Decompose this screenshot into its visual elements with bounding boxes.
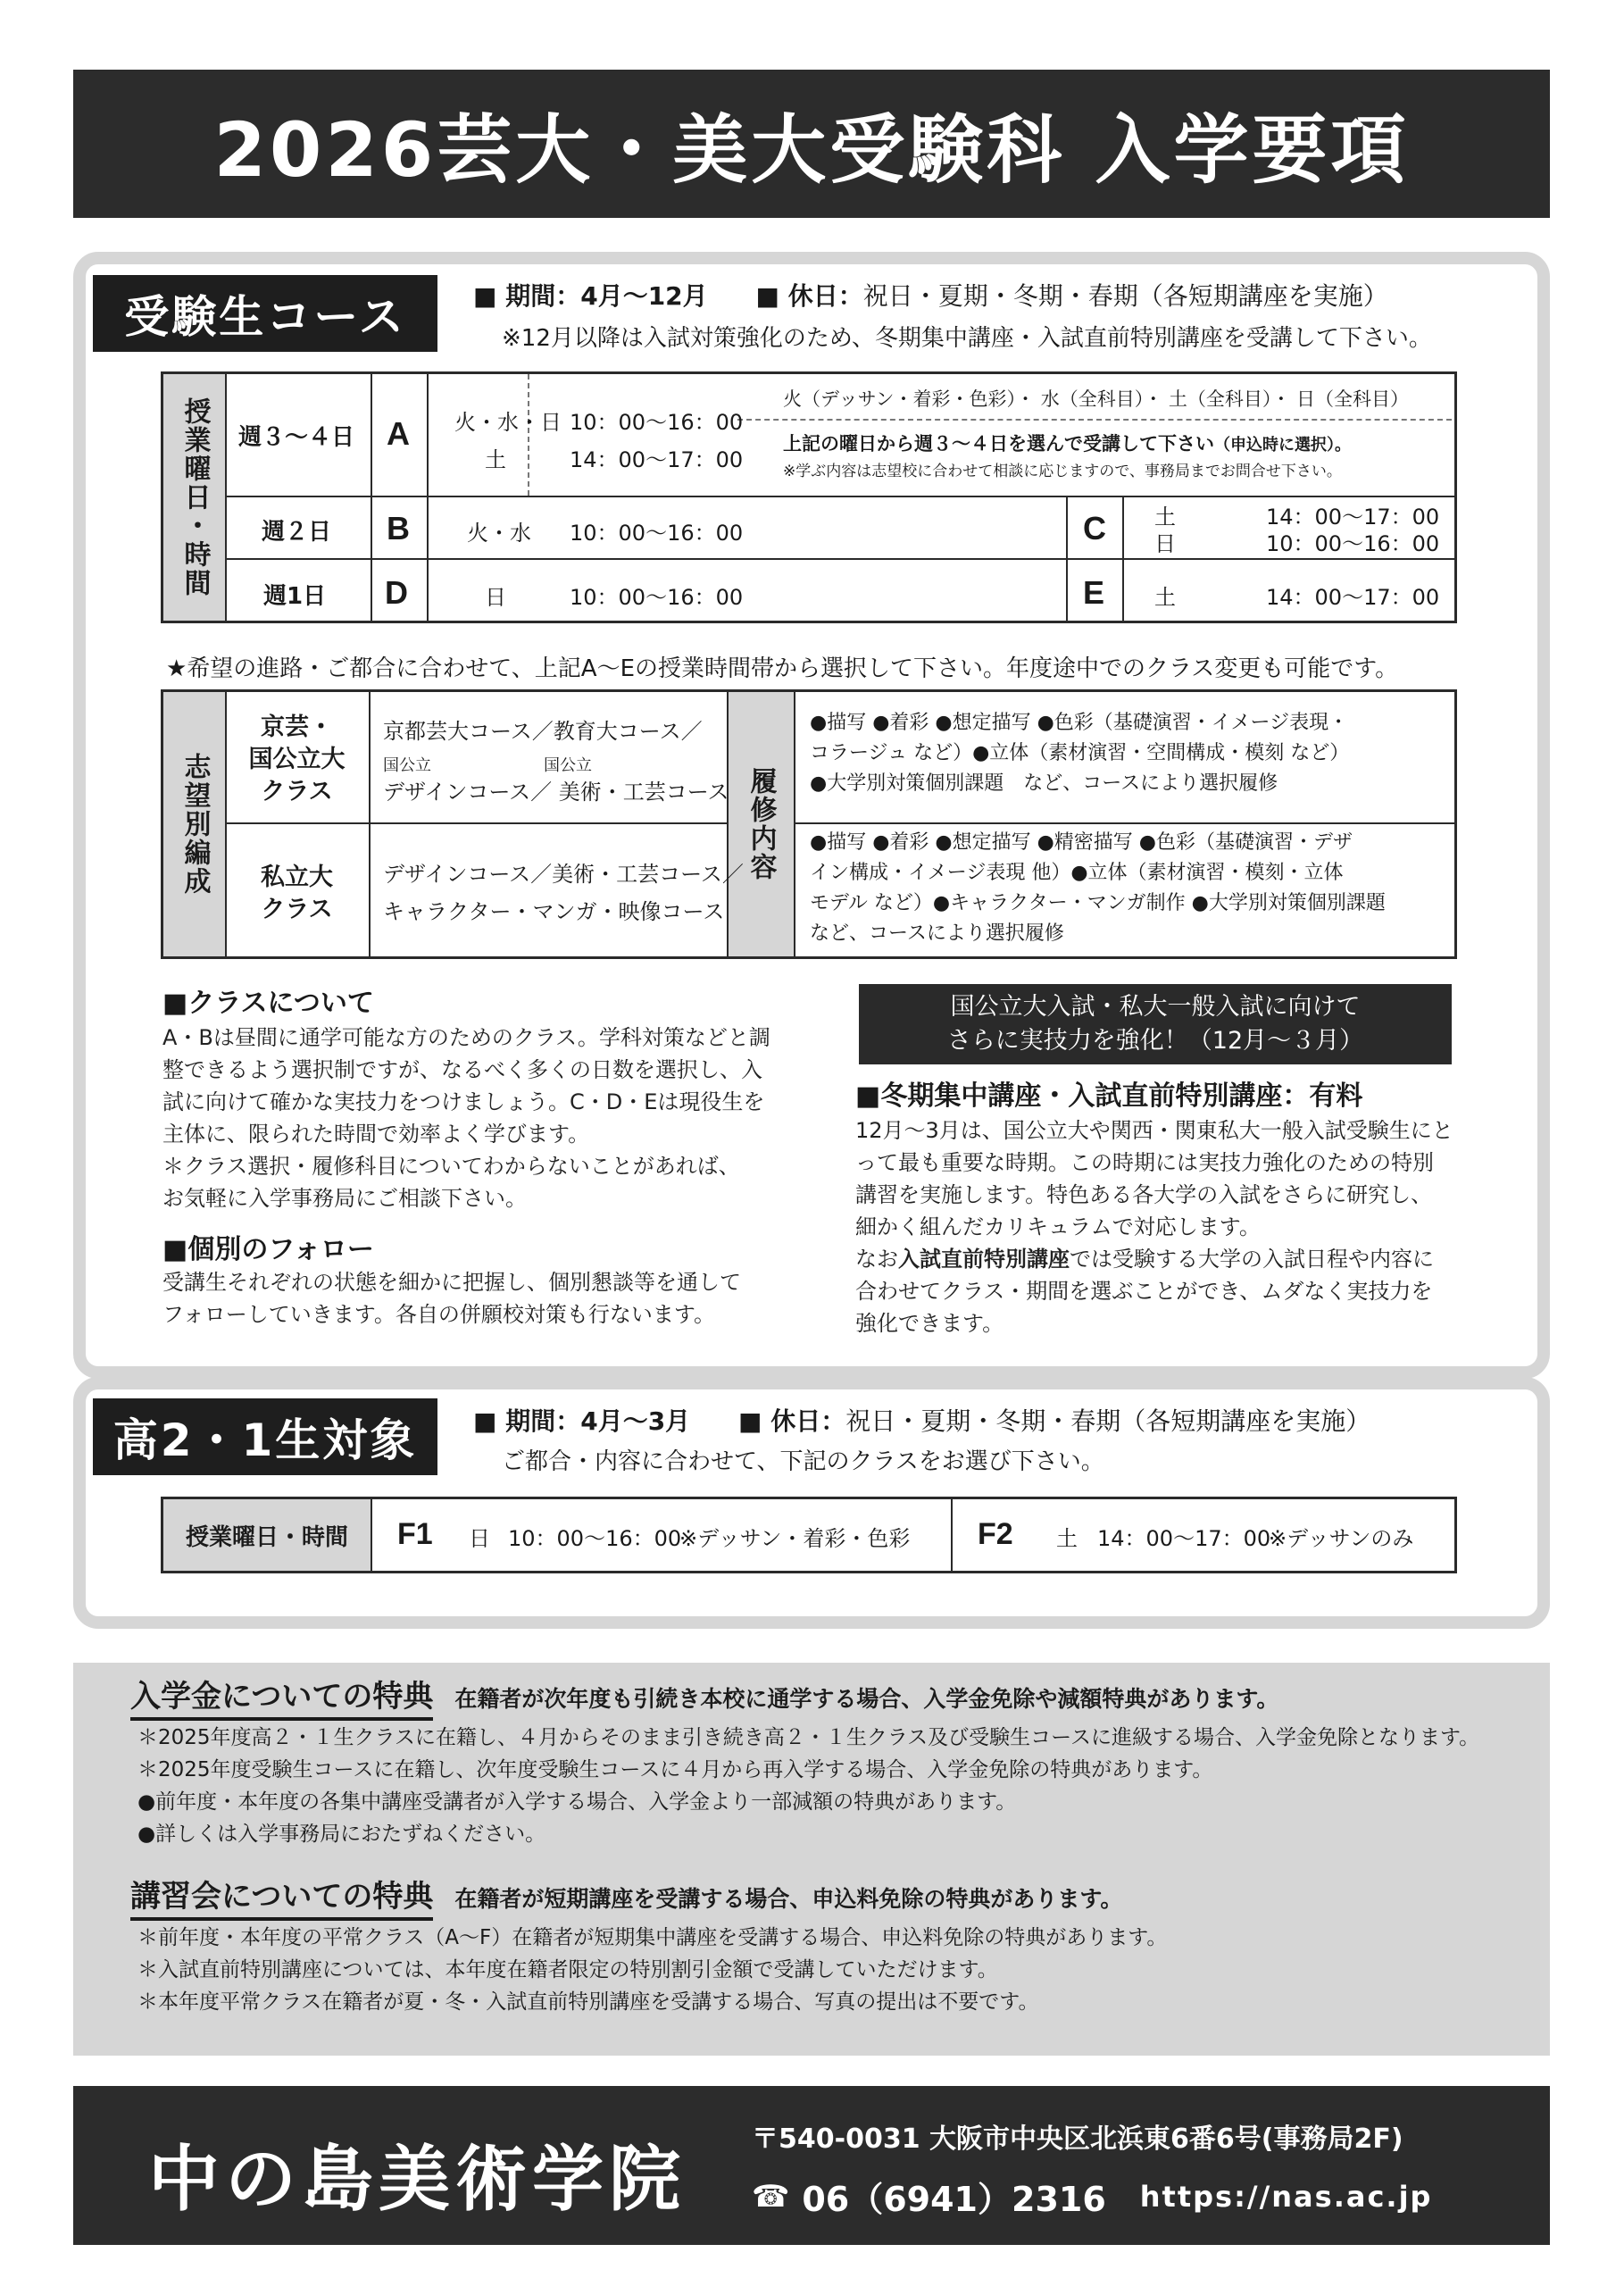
row-c-letter: C xyxy=(1083,510,1106,546)
exam-period: ■ 期間：4月〜12月 ■ 休日：祝日・夏期・冬期・春期（各短期講座を実施） xyxy=(473,281,1388,311)
list-item: ＊2025年度高２・１生クラスに在籍し、４月からそのまま引き続き高２・１生クラス及び受験生コースに進級する場合、入学金免除となります。 xyxy=(137,1726,1480,1749)
title-banner xyxy=(73,70,1550,218)
row-a-freq: 週３〜４日 xyxy=(238,424,355,451)
kyogei-course-small2: 国公立 xyxy=(544,756,592,775)
list-item: ●前年度・本年度の各集中講座受講者が入学する場合、入学金より一部減額の特典があります。 xyxy=(137,1790,1017,1814)
row-c-time2: 10：00〜16：00 xyxy=(1266,531,1440,556)
schedule-side-label: 授業曜日・時間 xyxy=(163,374,225,621)
junior-note: ご都合・内容に合わせて、下記のクラスをお選び下さい。 xyxy=(502,1448,1104,1475)
row-b-letter: B xyxy=(387,510,410,546)
list-item: ＊前年度・本年度の平常クラス（A〜F）在籍者が短期集中講座を受講する場合、申込料免除の特典があります。 xyxy=(137,1926,1168,1949)
f2-letter: F2 xyxy=(978,1517,1013,1551)
class-side-label: 志望別編成 xyxy=(163,692,225,956)
winter-text: 12月〜3月は、国公立大や関西・関東私大一般入試受験生にと って最も重要な時期。この時期には実技力強化のための特別 講習を実施します。特色ある各大学の入試をさらに研究し、 細かく組んだカリキュラムで対応します。 なお入試直前特別講座では受験する大学の入試日程や内容に 合わせてクラス・期間を選ぶことができ、ムダなく実技力を 強化できます。 xyxy=(855,1118,1453,1336)
row-d-freq: 週1日 xyxy=(263,583,327,610)
row-e-time: 14：00〜17：00 xyxy=(1266,585,1440,610)
f2-day: 土 xyxy=(1056,1526,1078,1551)
row-a-time2: 14：00〜17：00 xyxy=(570,447,744,472)
kyogei-class-name: 京芸・ 国公立大 クラス xyxy=(248,713,346,805)
f2-note: ※デッサンのみ xyxy=(1269,1526,1414,1551)
row-a-letter: A xyxy=(387,415,410,452)
list-item: ＊入試直前特別講座については、本年度在籍者限定の特別割引金額で受講していただけます。 xyxy=(137,1958,998,1981)
class-about-text: A・Bは昼間に通学可能な方のためのクラス。学科対策などと調 整できるよう選択制ですが、なるべく多くの日数を選択し、入 試に向けて確かな実技力をつけましょう。C・D・Eは現役生を 主体に、限られた時間で効率よく学びます。 ＊クラス選択・履修科目についてわからないことがあれば、 お気軽に入学事務局にご相談下さい。 xyxy=(162,1025,770,1211)
f2-time: 14：00〜17：00 xyxy=(1097,1526,1271,1551)
exam-note: ※12月以降は入試対策強化のため、冬期集中講座・入試直前特別講座を受講して下さい。 xyxy=(502,325,1432,352)
exam-course-tag: 受験生コース xyxy=(93,275,437,352)
row-d-days: 日 xyxy=(485,585,506,610)
junior-course-tag: 高2・1生対象 xyxy=(93,1398,437,1475)
junior-row-label: 授業曜日・時間 xyxy=(163,1499,371,1571)
row-b-time: 10：00〜16：00 xyxy=(570,521,744,546)
row-a-info2: 上記の曜日から週３〜４日を選んで受講して下さい（申込時に選択）。 xyxy=(783,433,1351,455)
list-item: ＊本年度平常クラス在籍者が夏・冬・入試直前特別講座を受講する場合、写真の提出は不要です。 xyxy=(137,1990,1039,2014)
row-b-days: 火・水 xyxy=(467,521,531,546)
f1-letter: F1 xyxy=(397,1517,433,1551)
row-a-info1: 火（デッサン・着彩・色彩）・ 水（全科目）・ 土（全科目）・ 日（全科目） xyxy=(783,388,1410,410)
kyogei-course-line1: 京都芸大コース／教育大コース／ xyxy=(383,719,703,744)
row-b-freq: 週２日 xyxy=(262,519,332,546)
shiritsu-class-name: 私立大 クラス xyxy=(261,864,333,923)
admission-benefit-summary: 在籍者が次年度も引続き本校に通学する場合、入学金免除や減額特典があります。 xyxy=(454,1686,1279,1712)
row-e-days: 土 xyxy=(1154,585,1176,610)
f1-day: 日 xyxy=(469,1526,490,1551)
school-address: 〒540-0031 大阪市中央区北浜東6番6号(事務局2F) xyxy=(752,2123,1403,2155)
list-item: ●詳しくは入学事務局におたずねください。 xyxy=(137,1823,546,1846)
row-d-time: 10：00〜16：00 xyxy=(570,585,744,610)
shiritsu-course-line2: キャラクター・マンガ・映像コース xyxy=(383,899,725,924)
junior-period: ■ 期間：4月〜3月 ■ 休日：祝日・夏期・冬期・春期（各短期講座を実施） xyxy=(473,1406,1371,1436)
school-name: 中の島美術学院 xyxy=(148,2138,686,2221)
row-a-time1: 10：00〜16：00 xyxy=(570,410,744,435)
admission-benefit-heading: 入学金についての特典 xyxy=(130,1672,433,1721)
follow-text: 受講生それぞれの状態を細かに把握し、個別懇談等を通して フォローしていきます。各自の併願校対策も行ないます。 xyxy=(162,1270,741,1327)
row-a-days1: 火・水・日 xyxy=(454,410,562,435)
phone-number: 06（6941）2316 xyxy=(802,2180,1106,2219)
admission-benefit-list xyxy=(137,1722,1479,1850)
winter-banner: 国公立大入試・私大一般入試に向けて さらに実技力を強化！（12月〜３月） xyxy=(859,984,1452,1064)
row-a-days2: 土 xyxy=(485,447,506,472)
seminar-benefit-summary: 在籍者が短期講座を受講する場合、申込料免除の特典があります。 xyxy=(454,1886,1123,1912)
list-item: ＊2025年度受験生コースに在籍し、次年度受験生コースに４月から再入学する場合、入学金免除の特典があります。 xyxy=(137,1758,1213,1781)
kyogei-course-line2: デザインコース／ 美術・工芸コース xyxy=(383,780,729,805)
shiritsu-course-line1: デザインコース／美術・工芸コース／ xyxy=(383,862,744,887)
class-about-heading: ■クラスについて xyxy=(162,988,374,1019)
phone-icon: ☎ xyxy=(752,2178,790,2215)
f1-note: ※デッサン・着彩・色彩 xyxy=(679,1526,911,1551)
benefit-panel xyxy=(73,1663,1550,2056)
row-c-days1: 土 xyxy=(1154,505,1176,530)
class-table xyxy=(161,689,1457,959)
row-d-letter: D xyxy=(385,574,408,611)
shiritsu-content: ●描写 ●着彩 ●想定描写 ●精密描写 ●色彩（基礎演習・デザ イン構成・イメージ表現 他）●立体（素材演習・模刻・立体 モデル など）●キャラクター・マンガ制作 ●大学別対策個別課題 など、コースにより選択履修 xyxy=(810,831,1386,945)
row-c-time1: 14：00〜17：00 xyxy=(1266,505,1440,530)
page-title: 2026芸大・美大受験科 入学要項 xyxy=(213,105,1410,194)
kyogei-course-small1: 国公立 xyxy=(383,756,431,775)
seminar-benefit-list xyxy=(137,1922,1167,2018)
footer xyxy=(73,2086,1550,2245)
star-note: ★希望の進路・ご都合に合わせて、上記A〜Eの授業時間帯から選択して下さい。年度途中でのクラス変更も可能です。 xyxy=(166,655,1399,682)
content-side-label: 履修内容 xyxy=(727,692,794,956)
follow-heading: ■個別のフォロー xyxy=(162,1234,374,1265)
row-e-letter: E xyxy=(1083,574,1105,611)
seminar-benefit-heading: 講習会についての特典 xyxy=(130,1872,433,1921)
f1-time: 10：00〜16：00 xyxy=(508,1526,682,1551)
website-link[interactable]: https://nas.ac.jp xyxy=(1139,2179,1433,2214)
row-c-days2: 日 xyxy=(1154,531,1176,556)
row-a-info3: ※学ぶ内容は志望校に合わせて相談に応じますので、事務局までお問合せ下さい。 xyxy=(783,463,1342,480)
schedule-table xyxy=(161,371,1457,623)
junior-table xyxy=(161,1497,1457,1573)
kyogei-content: ●描写 ●着彩 ●想定描写 ●色彩（基礎演習・イメージ表現・ コラージュ など）●立体（素材演習・空間構成・模刻 など） ●大学別対策個別課題 など、コースにより選択履修 xyxy=(810,712,1350,795)
winter-heading: ■冬期集中講座・入試直前特別講座：有料 xyxy=(855,1080,1363,1112)
